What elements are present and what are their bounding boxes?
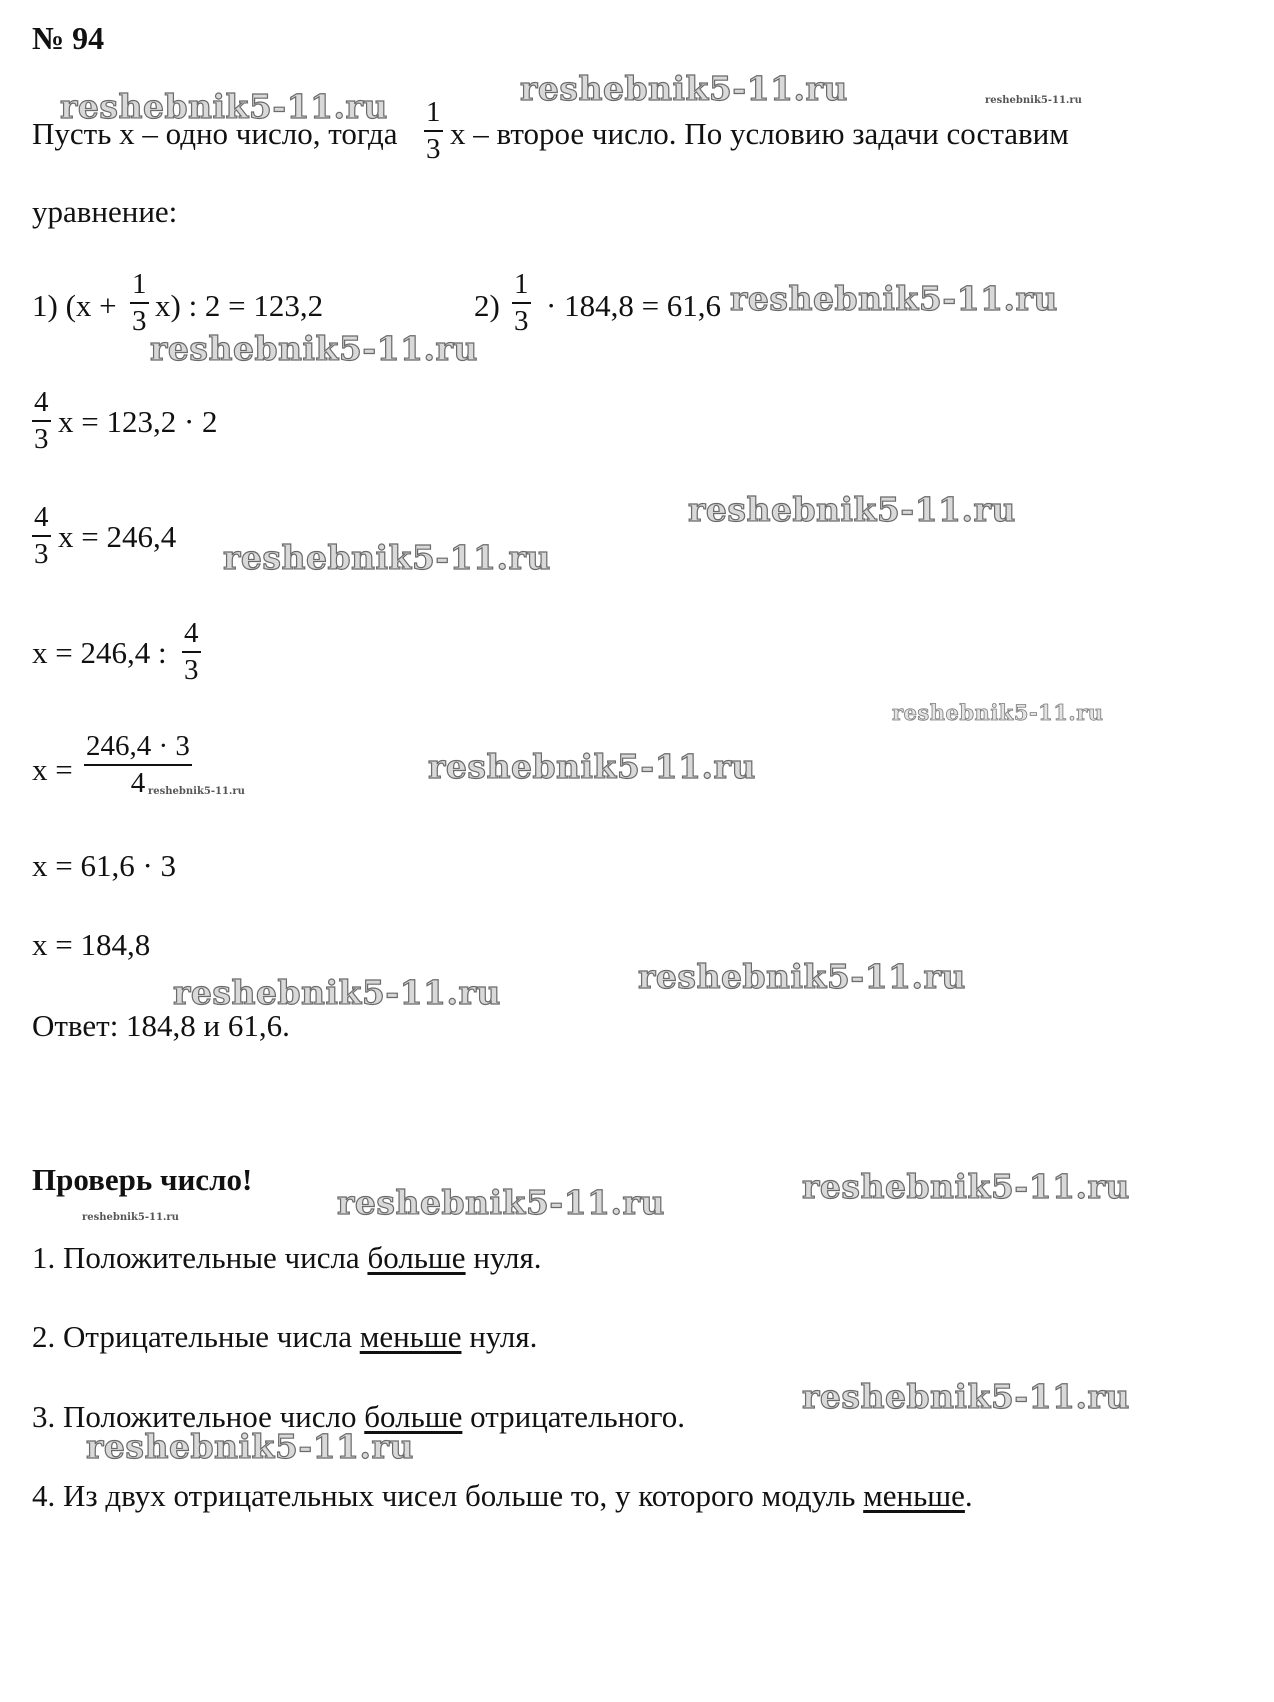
watermark: reshebnik5-11.ru (148, 786, 245, 797)
eq3-left: x = 246,4 : (32, 635, 167, 670)
check-item-underlined: больше (364, 1399, 463, 1434)
check-heading: Проверь число! (32, 1162, 253, 1197)
watermark: reshebnik5-11.ru (60, 87, 388, 126)
fraction-denominator: 3 (184, 654, 199, 686)
watermark: reshebnik5-11.ru (86, 1427, 414, 1466)
intro-text-part1: Пусть x – одно число, тогда (32, 116, 398, 151)
check-item-text: 1. Положительные числа (32, 1240, 368, 1275)
intro-text-part2: x – второе число. По условию задачи составим (450, 116, 1069, 151)
check-item-text: 4. Из двух отрицательных чисел больше то, у которого модуль (32, 1478, 864, 1513)
answer: Ответ: 184,8 и 61,6. (32, 1008, 290, 1043)
check-item-underlined: меньше (359, 1319, 462, 1354)
watermark: reshebnik5-11.ru (892, 700, 1104, 725)
watermark: reshebnik5-11.ru (802, 1377, 1130, 1416)
watermark: reshebnik5-11.ru (223, 538, 551, 577)
intro-text-line2: уравнение: (32, 194, 178, 229)
fraction-numerator: 1 (512, 270, 531, 304)
check-item-text: нуля. (465, 1240, 542, 1275)
check-item-text: отрицательного. (462, 1399, 685, 1434)
fraction-numerator: 246,4 · 3 (84, 732, 192, 766)
watermark: reshebnik5-11.ru (688, 490, 1016, 529)
eq1-fraction (32, 388, 51, 454)
eq2-fraction (32, 503, 51, 569)
eq6: x = 184,8 (32, 927, 151, 962)
step2-fraction (512, 270, 531, 336)
check-item-underlined: больше (367, 1240, 466, 1275)
watermark: reshebnik5-11.ru (150, 329, 478, 368)
fraction-denominator: 3 (34, 538, 49, 570)
fraction-denominator: 3 (426, 133, 441, 165)
watermark: reshebnik5-11.ru (638, 957, 966, 996)
check-item-underlined: меньше (863, 1478, 965, 1513)
eq1-rest: x = 123,2 · 2 (58, 404, 218, 439)
step1-fraction (130, 270, 149, 336)
check-item (32, 1480, 973, 1511)
eq2-rest: x = 246,4 (58, 519, 177, 554)
check-item (32, 1321, 537, 1352)
eq5: x = 61,6 · 3 (32, 848, 177, 883)
check-item-text: 2. Отрицательные числа (32, 1319, 360, 1354)
watermark: reshebnik5-11.ru (173, 973, 501, 1012)
eq4-left: x = (32, 752, 73, 787)
watermark: reshebnik5-11.ru (337, 1183, 665, 1222)
fraction-numerator: 1 (424, 98, 443, 132)
fraction-denominator: 3 (132, 305, 147, 337)
watermark: reshebnik5-11.ru (730, 279, 1058, 318)
fraction-numerator: 1 (130, 270, 149, 304)
fraction-numerator: 4 (32, 503, 51, 537)
fraction-numerator: 4 (182, 619, 201, 653)
step1-label: 1) (x + (32, 288, 117, 323)
step1-rest: x) : 2 = 123,2 (155, 288, 324, 323)
check-item-text: нуля. (461, 1319, 538, 1354)
watermark: reshebnik5-11.ru (520, 69, 848, 108)
step2-rest: · 184,8 = 61,6 (546, 288, 722, 323)
watermark: reshebnik5-11.ru (985, 95, 1082, 106)
check-item-text: 3. Положительное число (32, 1399, 365, 1434)
fraction-denominator: 3 (34, 423, 49, 455)
task-number: № 94 (32, 20, 105, 56)
fraction-numerator: 4 (32, 388, 51, 422)
step2-label: 2) (474, 288, 500, 323)
eq3-fraction (182, 619, 201, 685)
fraction-denominator: 3 (514, 305, 529, 337)
watermark: reshebnik5-11.ru (802, 1167, 1130, 1206)
fraction-denominator: 4 (130, 767, 146, 799)
check-item (32, 1242, 542, 1273)
watermark: reshebnik5-11.ru (428, 747, 756, 786)
watermark: reshebnik5-11.ru (82, 1212, 179, 1223)
check-item-text: . (964, 1478, 973, 1513)
intro-fraction (424, 98, 443, 164)
